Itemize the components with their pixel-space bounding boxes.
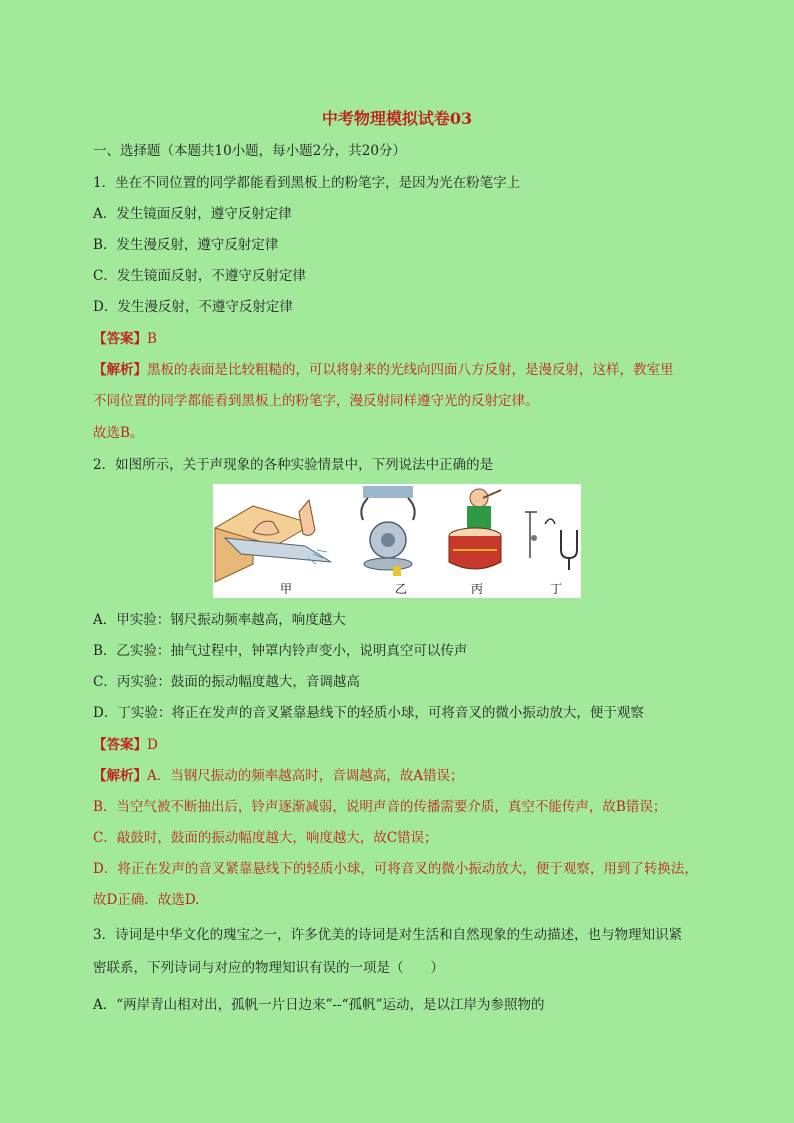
q2-option-a: A．甲实验：钢尺振动频率越高，响度越大	[93, 612, 346, 628]
section-heading: 一、选择题（本题共10小题，每小题2分，共20分）	[93, 143, 406, 159]
analysis-tag: 【解析】	[93, 362, 147, 378]
q2-analysis-line2: B．当空气被不断抽出后，铃声逐渐减弱，说明声音的传播需要介质，真空不能传声，故B错误；	[93, 799, 667, 815]
answer-value: D	[147, 737, 158, 753]
figure-label-ding: 丁	[550, 582, 563, 596]
q1-option-b: B．发生漫反射，遵守反射定律	[93, 237, 279, 253]
q1-option-a: A．发生镜面反射，遵守反射定律	[93, 206, 292, 222]
q2-analysis-line4: D．将正在发声的音叉紧靠悬线下的轻质小球，可将音叉的微小振动放大，便于观察，用到了转换法，	[93, 861, 698, 877]
q2-analysis-line5: 故D正确．故选D.	[93, 892, 200, 908]
answer-value: B	[147, 331, 157, 347]
q2-option-b: B．乙实验：抽气过程中，钟罩内铃声变小，说明真空可以传声	[93, 643, 468, 659]
q1-analysis-line1	[93, 361, 674, 379]
q1-option-c: C．发生镜面反射，不遵守反射定律	[93, 268, 306, 284]
q1-analysis-line2: 不同位置的同学都能看到黑板上的粉笔字，漫反射同样遵守光的反射定律。	[93, 393, 539, 409]
answer-tag: 【答案】	[93, 331, 147, 347]
q1-option-d: D．发生漫反射，不遵守反射定律	[93, 299, 293, 315]
sound-experiments-figure	[213, 484, 581, 598]
figure-label-jia: 甲	[280, 582, 293, 596]
q1-conclusion: 故选B。	[93, 425, 144, 441]
ruler-experiment-illustration	[215, 500, 331, 582]
q2-answer	[93, 736, 158, 754]
drum-illustration	[449, 489, 501, 569]
page-title: 中考物理模拟试卷03	[321, 109, 473, 128]
q1-answer	[93, 330, 157, 348]
q3-option-a: A．“两岸青山相对出，孤帆一片日边来”--“孤帆”运动，是以江岸为参照物的	[93, 997, 545, 1013]
q1-stem: 1．坐在不同位置的同学都能看到黑板上的粉笔字，是因为光在粉笔字上	[93, 175, 521, 191]
figure-label-yi: 乙	[395, 582, 408, 596]
figure-label-bing: 丙	[471, 582, 484, 596]
q3-stem-line1: 3．诗词是中华文化的瑰宝之一，许多优美的诗词是对生活和自然现象的生动描述，也与物理知识紧	[93, 927, 683, 943]
q2-analysis-line3: C．敲鼓时，鼓面的振动幅度越大，响度越大，故C错误；	[93, 830, 438, 846]
analysis-tag: 【解析】	[93, 768, 147, 784]
bell-jar-illustration	[361, 486, 414, 576]
analysis-text: 黑板的表面是比较粗糙的，可以将射来的光线向四面八方反射，是漫反射，这样，教室里	[147, 362, 674, 378]
q2-stem: 2．如图所示，关于声现象的各种实验情景中，下列说法中正确的是	[93, 457, 494, 473]
analysis-text: A．当钢尺振动的频率越高时，音调越高，故A错误；	[147, 768, 464, 784]
tuning-fork-illustration	[525, 512, 577, 570]
answer-tag: 【答案】	[93, 737, 147, 753]
q3-stem-line2: 密联系，下列诗词与对应的物理知识有误的一项是（ ）	[93, 960, 444, 976]
q2-analysis-line1	[93, 767, 464, 785]
q2-option-d: D．丁实验：将正在发声的音叉紧靠悬线下的轻质小球，可将音叉的微小振动放大，便于观察	[93, 705, 644, 721]
q2-option-c: C．丙实验：鼓面的振动幅度越大，音调越高	[93, 674, 360, 690]
